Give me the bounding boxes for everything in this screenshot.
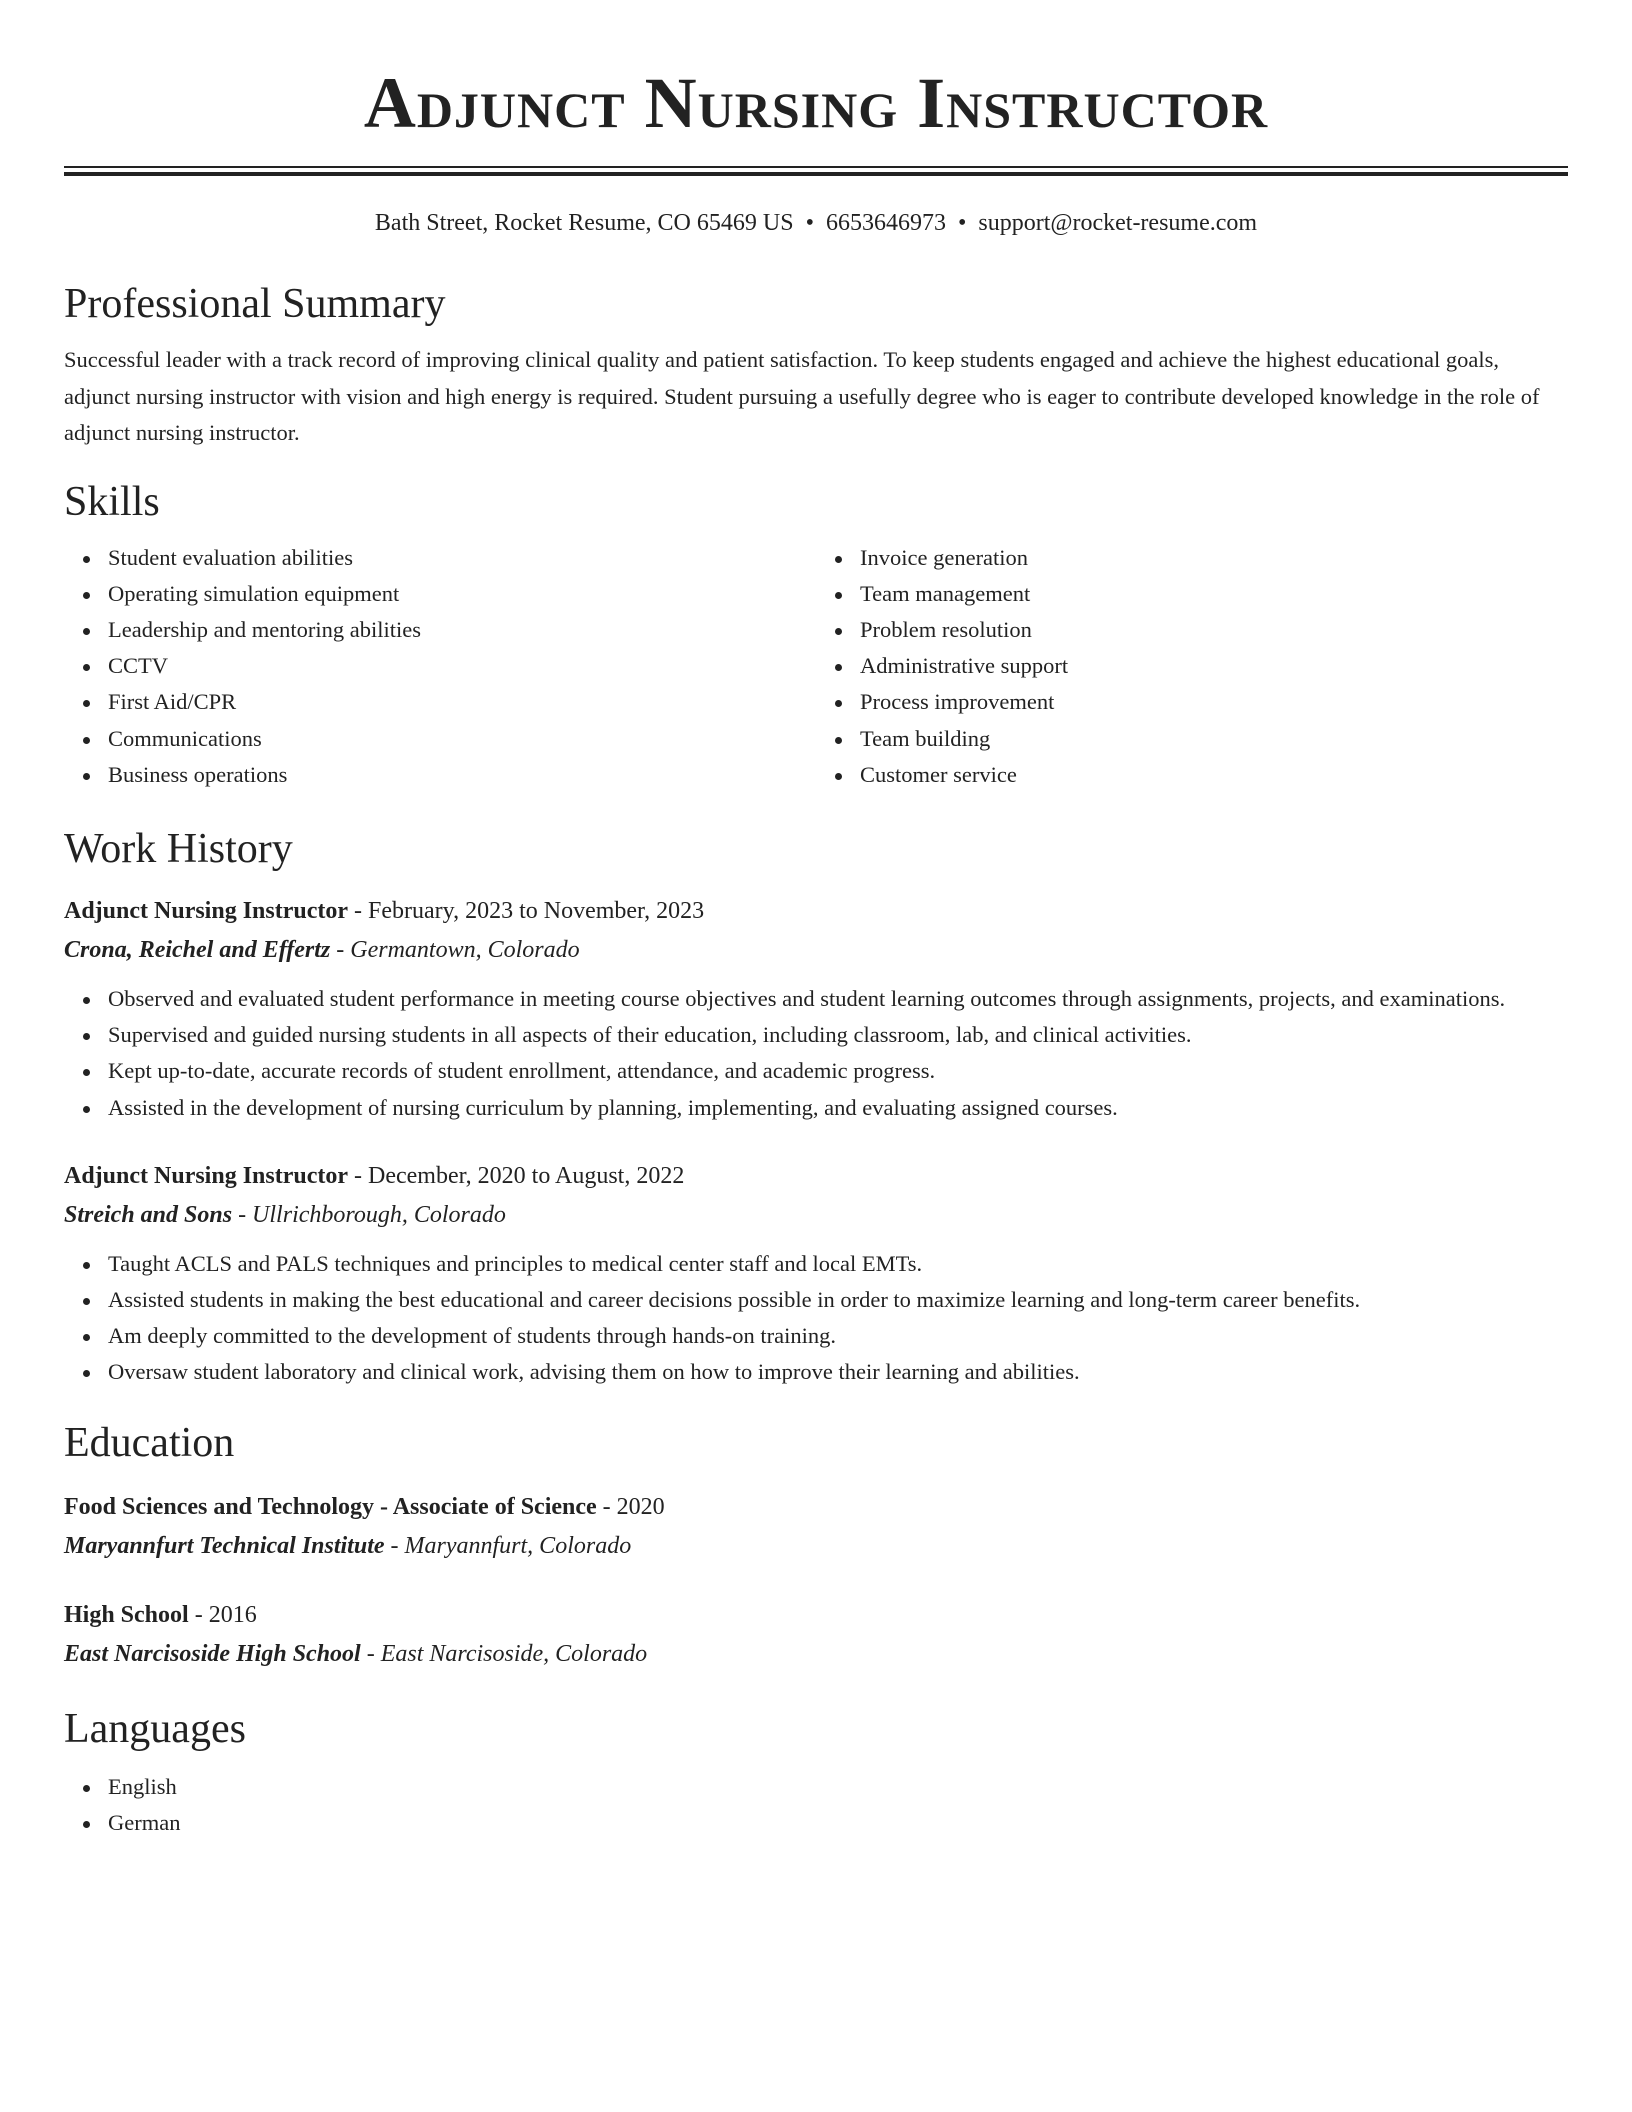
job-bullet: Kept up-to-date, accurate records of student enrollment, attendance, and academic progress. bbox=[108, 1053, 1568, 1089]
job-location: - Ullrichborough, Colorado bbox=[232, 1201, 506, 1228]
education-degree: Food Sciences and Technology - Associate of Science bbox=[64, 1493, 597, 1520]
education-location: - Maryannfurt, Colorado bbox=[384, 1532, 632, 1559]
education-year: - 2016 bbox=[188, 1601, 257, 1628]
contact-email: support@rocket-resume.com bbox=[978, 210, 1258, 236]
resume-page bbox=[64, 0, 1568, 1841]
language-item: English bbox=[108, 1769, 1568, 1805]
header-double-rule bbox=[64, 166, 1568, 176]
contact-separator: • bbox=[805, 210, 814, 236]
job-role: Adjunct Nursing Instructor bbox=[64, 1162, 349, 1189]
skill-item: Invoice generation bbox=[860, 540, 1568, 576]
education-entry bbox=[64, 1595, 1568, 1673]
skill-item: First Aid/CPR bbox=[108, 684, 816, 720]
skill-item: Customer service bbox=[860, 757, 1568, 793]
skill-item: CCTV bbox=[108, 648, 816, 684]
job-role: Adjunct Nursing Instructor bbox=[64, 897, 349, 924]
job-company: Crona, Reichel and Effertz bbox=[64, 936, 331, 963]
skill-item: Administrative support bbox=[860, 648, 1568, 684]
education-section-title: Education bbox=[64, 1419, 235, 1466]
skill-item: Leadership and mentoring abilities bbox=[108, 612, 816, 648]
job-bullet: Assisted in the development of nursing curriculum by planning, implementing, and evaluating assigned courses. bbox=[108, 1090, 1568, 1126]
education-degree: High School bbox=[64, 1601, 189, 1628]
job-header bbox=[64, 1156, 1568, 1196]
languages-list bbox=[64, 1769, 1568, 1841]
skills-right-list bbox=[816, 540, 1568, 793]
education-school: East Narcisoside High School bbox=[64, 1640, 361, 1667]
skill-item: Operating simulation equipment bbox=[108, 576, 816, 612]
job-bullet: Supervised and guided nursing students in all aspects of their education, including classroom, lab, and clinical activities. bbox=[108, 1017, 1568, 1053]
job-header bbox=[64, 891, 1568, 931]
skills-left-list bbox=[64, 540, 816, 793]
skill-item: Team building bbox=[860, 721, 1568, 757]
education-year: - 2020 bbox=[596, 1493, 665, 1520]
skill-item: Process improvement bbox=[860, 684, 1568, 720]
job-bullet: Assisted students in making the best educational and career decisions possible in order to maximize learning and long-term career benefits. bbox=[108, 1282, 1568, 1318]
education-institution bbox=[64, 1635, 1568, 1673]
education-institution bbox=[64, 1527, 1568, 1565]
education-school: Maryannfurt Technical Institute bbox=[64, 1532, 385, 1559]
skill-item: Communications bbox=[108, 721, 816, 757]
job-bullet: Observed and evaluated student performance in meeting course objectives and student learning outcomes through assignments, projects, and examinations. bbox=[108, 981, 1568, 1017]
skills-section-title: Skills bbox=[64, 478, 160, 525]
contact-address: Bath Street, Rocket Resume, CO 65469 US bbox=[374, 210, 794, 236]
education-entry bbox=[64, 1487, 1568, 1565]
job-bullets bbox=[64, 981, 1568, 1126]
job-entry bbox=[64, 1156, 1568, 1391]
job-bullet: Am deeply committed to the development of students through hands-on training. bbox=[108, 1318, 1568, 1354]
education-header bbox=[64, 1595, 1568, 1635]
job-bullet: Oversaw student laboratory and clinical work, advising them on how to improve their learning and abilities. bbox=[108, 1354, 1568, 1390]
job-entry bbox=[64, 891, 1568, 1126]
job-location: - Germantown, Colorado bbox=[330, 936, 580, 963]
contact-phone: 6653646973 bbox=[825, 210, 946, 236]
work-section-title: Work History bbox=[64, 825, 293, 872]
job-bullet: Taught ACLS and PALS techniques and principles to medical center staff and local EMTs. bbox=[108, 1246, 1568, 1282]
job-dates: - February, 2023 to November, 2023 bbox=[348, 897, 705, 924]
summary-section-title: Professional Summary bbox=[64, 281, 446, 327]
contact-separator: • bbox=[957, 210, 967, 236]
skills-columns bbox=[64, 540, 1568, 793]
skill-item: Business operations bbox=[108, 757, 816, 793]
education-header bbox=[64, 1487, 1568, 1527]
job-bullets bbox=[64, 1246, 1568, 1391]
job-company: Streich and Sons bbox=[64, 1201, 233, 1228]
resume-name-heading: Adjunct Nursing Instructor bbox=[363, 63, 1269, 143]
job-dates: - December, 2020 to August, 2022 bbox=[348, 1162, 685, 1189]
languages-section-title: Languages bbox=[64, 1705, 246, 1752]
skill-item: Problem resolution bbox=[860, 612, 1568, 648]
summary-text: Successful leader with a track record of improving clinical quality and patient satisfaction. To keep students engaged and achieve the highest educational goals, adjunct nursing instructor with vision and high energy is required. Student pursuing a usefully degree who is eager to contribute developed knowledge in the role of adjunct nursing instructor. bbox=[64, 347, 1540, 445]
skill-item: Student evaluation abilities bbox=[108, 540, 816, 576]
contact-line bbox=[64, 206, 1568, 240]
skill-item: Team management bbox=[860, 576, 1568, 612]
job-employer bbox=[64, 1196, 1568, 1234]
job-employer bbox=[64, 931, 1568, 969]
education-location: - East Narcisoside, Colorado bbox=[360, 1640, 648, 1667]
language-item: German bbox=[108, 1805, 1568, 1841]
